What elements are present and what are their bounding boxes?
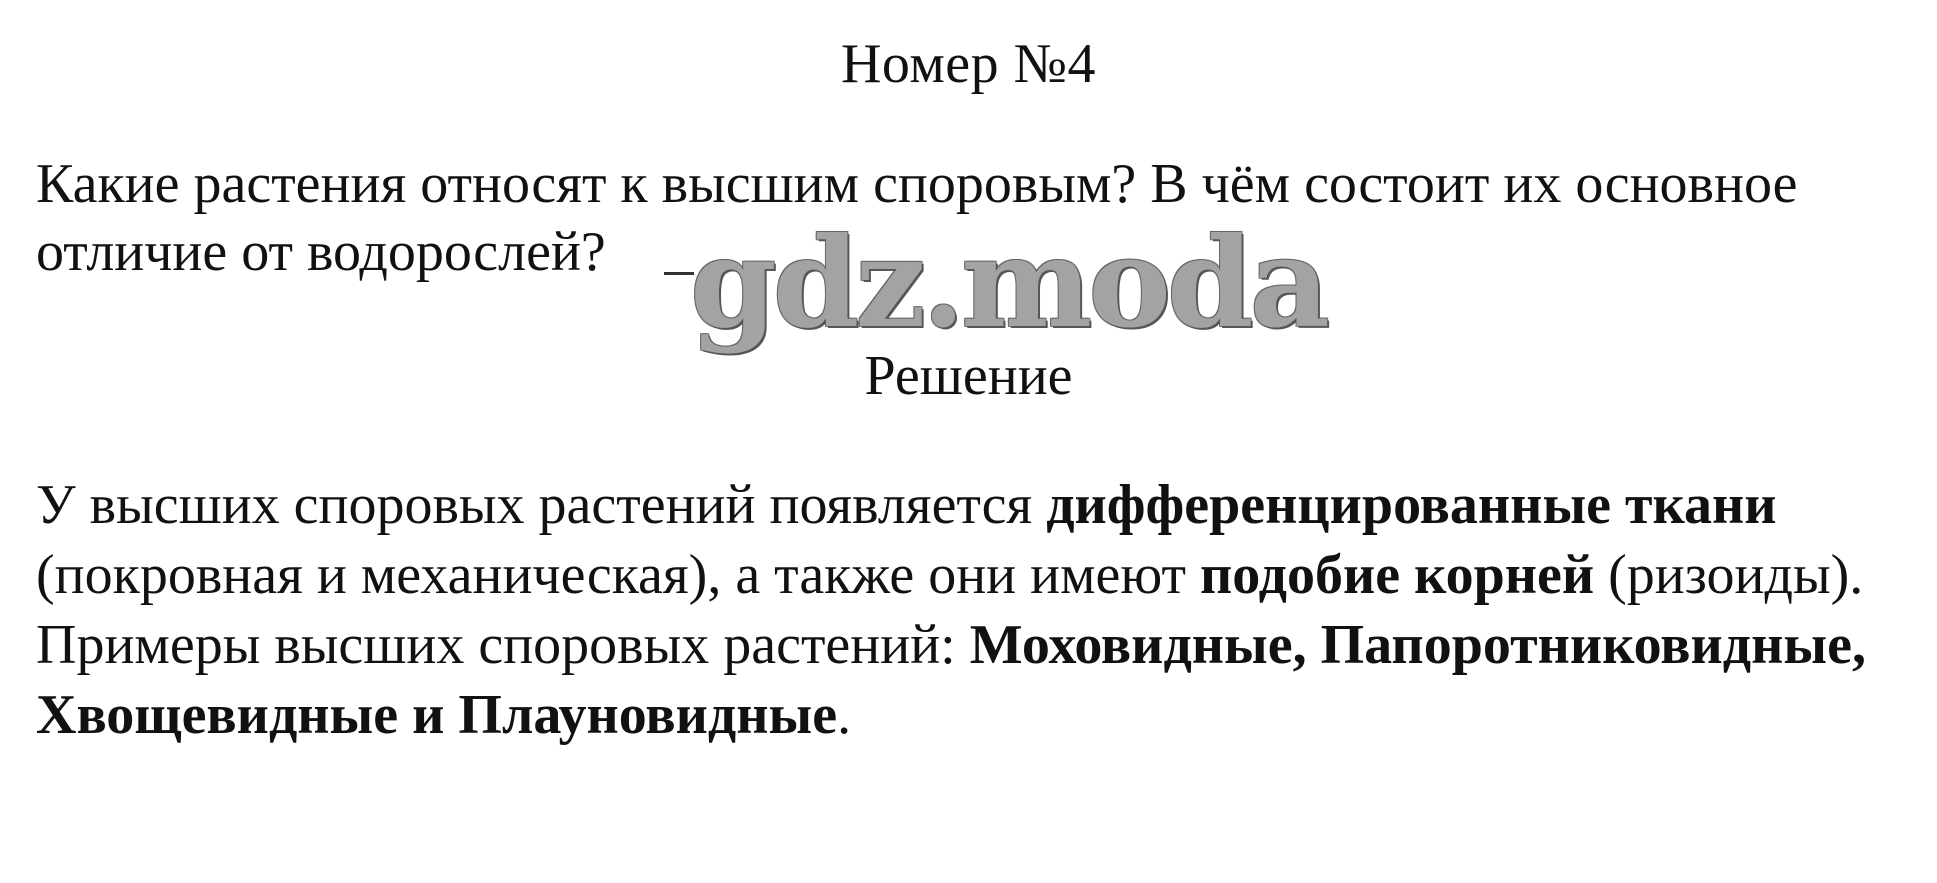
task-title: Номер №4 bbox=[840, 33, 1097, 95]
answer-p1-text-1: У высших споровых растений появляется bbox=[36, 474, 1047, 536]
watermark-logo: gdz.moda bbox=[690, 211, 1326, 356]
answer-p1-text-3: (ризоиды). bbox=[1594, 544, 1864, 606]
answer-p2-bold-1: Моховидные, Папоротниковидные, Хвощевидные и Плауновидные bbox=[36, 614, 1866, 746]
answer-p1-bold-1: дифференцированные ткани bbox=[1046, 474, 1777, 536]
answer-p2-text-2: . bbox=[837, 684, 852, 746]
answer-text bbox=[36, 470, 1916, 750]
question-line-1: Какие растения относят к высшим споровым? В чём состоит их основное bbox=[36, 153, 1798, 215]
answer-p1-text-2: (покровная и механическая), а также они имеют bbox=[36, 544, 1200, 606]
solution-heading: Решение bbox=[864, 345, 1073, 407]
answer-paragraph-1 bbox=[36, 470, 1916, 610]
answer-p1-bold-2: подобие корней bbox=[1199, 544, 1595, 606]
answer-p2-text-1: Примеры высших споровых растений: bbox=[36, 614, 970, 676]
question-line-2: отличие от водорослей? bbox=[36, 221, 606, 283]
answer-paragraph-2 bbox=[36, 610, 1916, 750]
